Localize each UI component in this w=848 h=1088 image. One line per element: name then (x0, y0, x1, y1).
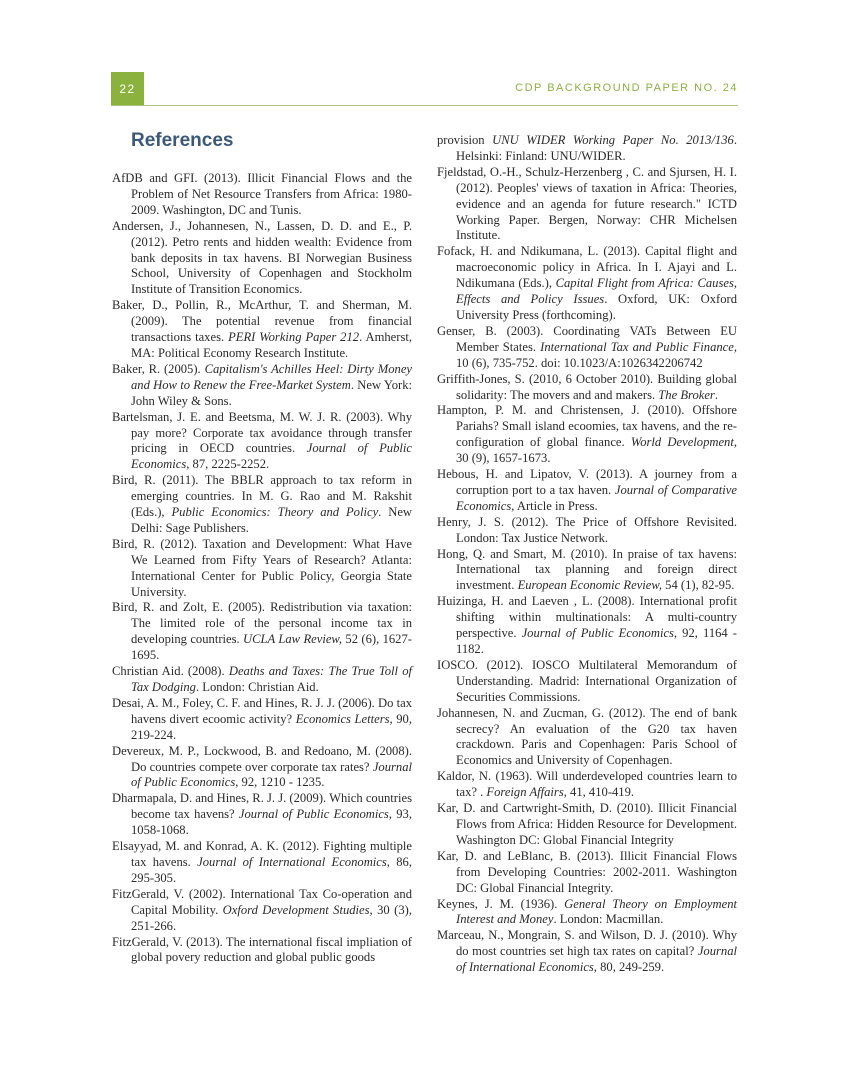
reference-text: Fofack, H. and Ndikumana, L. (2013). Capital flight and macroeconomic policy in Africa. In I. Ajayi and L. Ndikumana (Eds.), (437, 244, 737, 291)
reference-text: Hampton, P. M. and Christensen, J. (2010). Offshore Pariahs? Small island ecoomies, tax havens, and the re-configuration of global finance. (437, 403, 737, 450)
reference-entry (437, 897, 737, 929)
reference-entry (437, 547, 737, 595)
reference-source-title: Deaths and Taxes: The True Toll of Tax Dodging (131, 664, 412, 694)
reference-entry (112, 887, 412, 935)
reference-text: FitzGerald, V. (2013). The international fiscal impliation of global povery reduction and global public goods (112, 934, 412, 965)
reference-entry (437, 515, 737, 547)
reference-entry (112, 664, 412, 696)
reference-source-title: Journal of International Economics, (456, 944, 737, 975)
references-left-column (112, 171, 412, 966)
reference-entry (437, 324, 737, 372)
reference-entry (437, 801, 737, 849)
reference-text: Devereux, M. P., Lockwood, B. and Redoano, M. (2008). Do countries compete over corporate tax rates? (112, 743, 412, 774)
reference-entry (112, 696, 412, 744)
reference-continuation (437, 133, 737, 165)
page-header (111, 72, 738, 106)
reference-text: 92, 1210 - 1235. (238, 775, 325, 790)
reference-source-title: Oxford Development Studies, (222, 902, 373, 917)
reference-source-title: Economics Letters, (295, 711, 393, 726)
reference-text: . (714, 387, 718, 402)
reference-source-title: International Tax and Public Finance, (540, 339, 737, 354)
reference-entry (112, 473, 412, 537)
reference-text: Keynes, J. M. (1936). (437, 896, 565, 911)
reference-text: Elsayyad, M. and Konrad, A. K. (2012). Fighting multiple tax havens. (112, 839, 412, 869)
references-heading: References (131, 130, 234, 151)
reference-text: Marceau, N., Mongrain, S. and Wilson, D. J. (2010). Why do most countries set high tax rates on capital? (437, 928, 737, 959)
reference-text: 90, 219-224. (131, 711, 412, 742)
reference-entry (437, 403, 737, 467)
reference-entry (437, 594, 737, 658)
reference-text: 80, 249-259. (596, 960, 665, 975)
reference-text: 10 (6), 735-752. doi: 10.1023/A:1026342206742 (456, 355, 703, 370)
reference-entry (112, 839, 412, 887)
reference-text: 41, 410-419. (566, 785, 635, 800)
reference-text: Andersen, J., Johannesen, N., Lassen, D. D. and E., P. (2012). Petro rents and hidden wealth: Evidence from bank deposits in tax havens. BI Norwegian Business School, University of Copenhagen and Stockholm Institute of Transition Economics. (112, 218, 412, 297)
reference-entry (112, 362, 412, 410)
reference-source-title: Journal of Public Economics, (238, 807, 392, 822)
reference-text: 52 (6), 1627-1695. (131, 632, 412, 663)
reference-text: Bird, R. (2011). The BBLR approach to tax reform in emerging countries. In M. G. Rao and M. Rakshit (Eds.), (112, 473, 412, 520)
reference-text: Fjeldstad, O.-H., Schulz-Herzenberg , C. and Sjursen, H. I. (2012). Peoples' views of taxation in Africa: Theories, evidence and an agenda for future research." ICTD Working Paper. Bergen, Norway: CHR Michelsen Institute. (437, 164, 737, 243)
reference-entry (112, 537, 412, 601)
reference-text: 30 (3), 251-266. (131, 902, 412, 933)
page-number: 22 (111, 72, 144, 105)
reference-entry (437, 658, 737, 706)
reference-text: Hong, Q. and Smart, M. (2010). In praise of tax havens: International tax planning and foreign direct investment. (437, 546, 737, 593)
reference-text: 54 (1), 82-95. (662, 578, 735, 593)
reference-text: Kar, D. and Cartwright-Smith, D. (2010). Illicit Financial Flows from Africa: Hidden Resource for Development. Washington DC: Global Financial Integrity (437, 801, 737, 847)
reference-text: Henry, J. S. (2012). The Price of Offshore Revisited. London: Tax Justice Network. (437, 514, 737, 545)
reference-text: Hebous, H. and Lipatov, V. (2013). A journey from a corruption port to a tax haven. (437, 467, 737, 497)
reference-source-title: European Economic Review, (517, 578, 662, 593)
reference-entry (437, 372, 737, 404)
reference-source-title: Capitalism's Achilles Heel: Dirty Money and How to Renew the Free-Market System (131, 361, 413, 392)
reference-entry (112, 219, 412, 299)
reference-source-title: Foreign Affairs, (486, 785, 567, 800)
reference-text: Kar, D. and LeBlanc, B. (2013). Illicit Financial Flows from Developing Countries: 2002-2011. Washington DC: Global Financial Integrity. (437, 848, 737, 895)
reference-source-title: Journal of Public Economics, (131, 759, 412, 790)
reference-text: Article in Press. (514, 498, 598, 513)
reference-source-title: Journal of Public Economics, (521, 626, 678, 641)
reference-text: 93, 1058-1068. (131, 807, 412, 838)
reference-text: Johannesen, N. and Zucman, G. (2012). The end of bank secrecy? An evaluation of the G20 tax haven crackdown. Paris and Copenhagen: Paris School of Economics and University of Copenhagen. (437, 705, 737, 768)
reference-text: Huizinga, H. and Laeven , L. (2008). International profit shifting within multinationals: A multi-country perspective. (437, 594, 737, 641)
reference-entry (112, 791, 412, 839)
reference-entry (437, 928, 737, 976)
reference-source-title: General Theory on Employment Interest and Money (456, 896, 738, 927)
reference-text: 92, 1164 - 1182. (456, 626, 738, 656)
reference-text: . Amherst, MA: Political Economy Research Institute. (131, 330, 412, 360)
reference-source-title: The Broker (658, 387, 715, 402)
reference-text: Bird, R. and Zolt, E. (2005). Redistribution via taxation: The limited role of the personal income tax in developing countries. (112, 600, 412, 647)
reference-text: Genser, B. (2003). Coordinating VATs Between EU Member States. (437, 323, 737, 354)
reference-source-title: Public Economics: Theory and Policy (171, 505, 379, 520)
reference-entry (112, 935, 412, 967)
reference-text: IOSCO. (2012). IOSCO Multilateral Memorandum of Understanding. Madrid: International Organization of Securities Commissions. (437, 657, 737, 704)
reference-entry (437, 467, 737, 515)
reference-text: Bartelsman, J. E. and Beetsma, M. W. J. R. (2003). Why pay more? Corporate tax avoidance through transfer pricing in OECD countries. (112, 409, 412, 456)
reference-text: . London: Christian Aid. (195, 680, 319, 694)
reference-entry (437, 165, 737, 245)
reference-text: . New Delhi: Sage Publishers. (131, 505, 413, 535)
reference-text: Bird, R. (2012). Taxation and Development: What Have We Learned from Fifty Years of Research? Atlanta: International Center for Public Policy, Georgia State University. (112, 536, 412, 599)
reference-text: Baker, D., Pollin, R., McArthur, T. and Sherman, M. (2009). The potential revenue from financial transactions taxes. (112, 298, 412, 345)
reference-text: FitzGerald, V. (2002). International Tax Co-operation and Capital Mobility. (112, 886, 412, 917)
series-title: CDP BACKGROUND PAPER NO. 24 (515, 82, 738, 94)
reference-entry (112, 410, 412, 474)
reference-source-title: Journal of Comparative Economics, (456, 482, 737, 513)
reference-text: 30 (9), 1657-1673. (456, 451, 551, 466)
reference-text: Dharmapala, D. and Hines, R. J. J. (2009). Which countries become tax havens? (112, 791, 412, 822)
reference-source-title: World Development, (630, 435, 737, 450)
reference-text: AfDB and GFI. (2013). Illicit Financial Flows and the Problem of Net Resource Transfers from Africa: 1980-2009. Washington, DC and Tunis. (112, 171, 412, 217)
reference-text: Kaldor, N. (1963). Will underdeveloped countries learn to tax? . (437, 769, 737, 800)
reference-text: . London: Macmillan. (553, 912, 664, 927)
reference-source-title: Journal of Public Economics, (131, 441, 412, 472)
reference-entry (112, 600, 412, 664)
reference-source-title: UNU WIDER Working Paper No. 2013/136 (492, 133, 734, 147)
reference-text: . Oxford, UK: Oxford University Press (forthcoming). (456, 292, 737, 322)
reference-text: Christian Aid. (2008). (112, 664, 229, 679)
reference-entry (112, 744, 412, 792)
reference-text: . Helsinki: Finland: UNU/WIDER. (456, 133, 737, 163)
reference-text: Desai, A. M., Foley, C. F. and Hines, R. J. J. (2006). Do tax havens divert ecoomic activity? (112, 695, 412, 726)
reference-source-title: PERI Working Paper 212 (228, 330, 360, 345)
reference-entry (112, 298, 412, 362)
reference-text: provision (437, 133, 493, 147)
reference-source-title: Journal of International Economics, (197, 854, 390, 869)
reference-entry (437, 244, 737, 324)
reference-source-title: UCLA Law Review, (243, 632, 343, 647)
reference-entry (437, 769, 737, 801)
reference-text: 86, 295-305. (131, 854, 412, 885)
references-right-column (437, 133, 737, 976)
reference-text: . New York: John Wiley & Sons. (131, 377, 412, 408)
reference-entry (437, 849, 737, 897)
reference-entry (437, 706, 737, 770)
reference-source-title: Capital Flight from Africa: Causes, Effects and Policy Issues (456, 276, 737, 307)
reference-text: Griffith-Jones, S. (2010, 6 October 2010). Building global solidarity: The movers and and makers. (437, 371, 737, 402)
reference-text: 87, 2225-2252. (189, 457, 270, 472)
reference-entry (112, 171, 412, 219)
reference-text: Baker, R. (2005). (112, 361, 205, 376)
